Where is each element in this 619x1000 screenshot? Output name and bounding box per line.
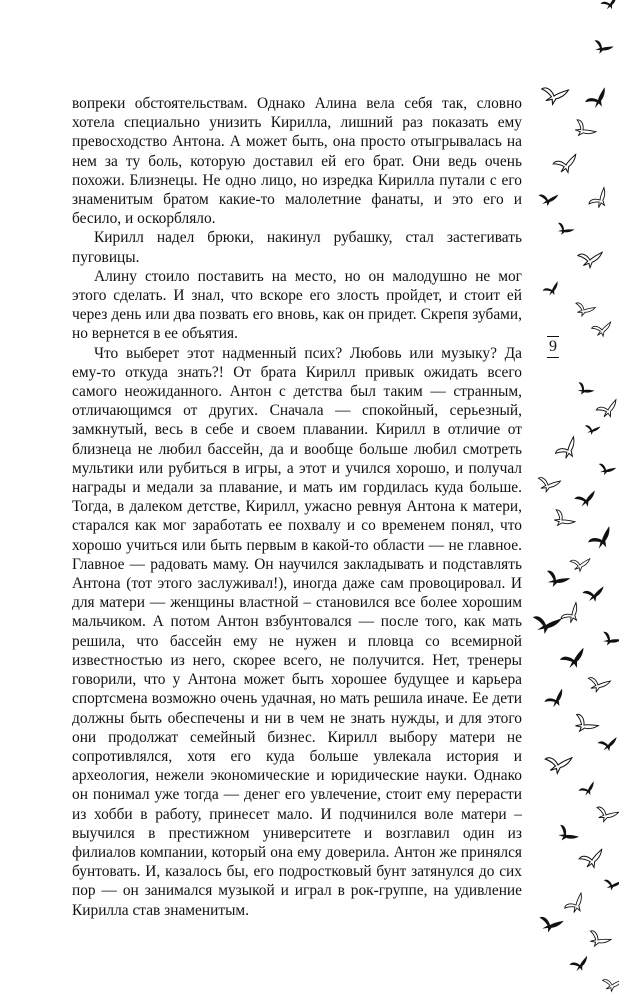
page-number: 9 (549, 338, 557, 355)
paragraph-2: Кирилл надел брюки, накинул рубашку, стал застегивать пуговицы. (72, 229, 522, 266)
page-body-text (72, 94, 522, 920)
paragraph-3: Алину стоило поставить на место, но он малодушно не мог этого сделать. И знал, что вскоре его злость пройдет, и стоит ей через день или два позвать его вновь, как он придет. Скрепя зубами, но вернется в ее объятия. (72, 267, 522, 343)
paragraph-1: вопреки обстоятельствам. Однако Алина вела себя так, словно хотела специально унизить Кирилла, лишний раз показать ему превосходство Антона. А может быть, она просто отыгрывалась на нем за ту боль, которую доставил ей его брат. Они ведь очень похожи. Близнецы. Не одно лицо, но изредка Кирилла путали с его знаменитым братом какие-то малолетние фанаты, и это его и бесило, и оскорбляло. (72, 95, 522, 228)
paragraph-4: Что выберет этот надменный псих? Любовь или музыку? Да ему-то откуда знать?! От брата Кирилл привык ожидать всего самого неожиданного. Антон с детства был таким — странным, отличающимся от других. Сначала — спокойный, серьезный, замкнутый, весь в себе и своем плавании. Кирилл в отличие от близнеца не любил бассейн, да и вообще больше любил смотреть мультики или рубиться в игры, а этот и учился хорошо, и получал награды и медали за плавание, и мать им гордилась куда больше. Тогда, в далеком детстве, Кирилл, ужасно ревнуя Антона к матери, старался как мог заработать ее похвалу и со временем понял, что хорошо учиться или быть первым в какой-то области — не главное. Главное — радовать маму. Он научился закладывать и подставлять Антона (тот этого заслуживал!), иногда даже сам провоцировал. И для матери — женщины властной – становился все более хорошим мальчиком. А потом Антон взбунтовался — после того, как мать решила, что бассейн ему не нужен и пловца со всемирной известностью из него, скорее всего, не получится. Нет, тренеры говорили, что у Антона может быть хорошее будущее и карьера спортсмена возможно очень удачная, но мать решила иначе. Ее дети должны быть обеспечены и ни в чем не знать нужды, и для этого они продолжат семейный бизнес. Кирилл выбору матери не сопротивлялся, хотя его куда больше увлекала история и археология, нежели экономические и юридические науки. Однако он понимал уже тогда — денег его увлечение, стоит ему перерасти из хобби в работу, принесет мало. И подчинился воле матери – выучился в престижном университете и возглавил один из филиалов компании, который она ему доверила. Антон же принялся бунтовать. И, казалось бы, его подростковый бунт затянулся до сих пор — он занимался музыкой и играл в рок-группе, на удивление Кирилла став знаменитым. (72, 344, 522, 919)
flying-birds-icon (528, 0, 619, 1000)
